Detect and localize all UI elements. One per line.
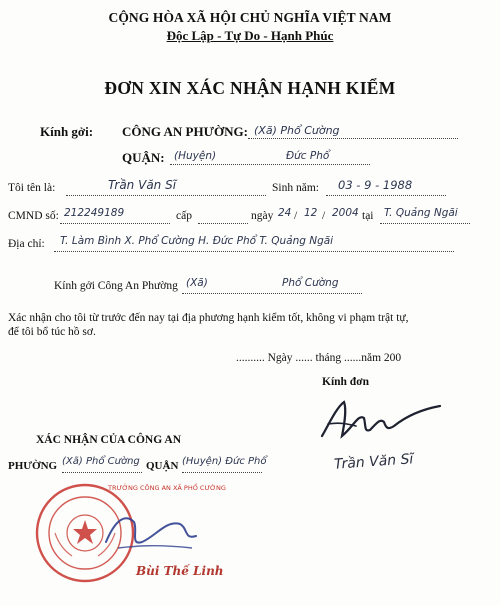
document-page: CỘNG HÒA XÃ HỘI CHỦ NGHĨA VIỆT NAM Độc Lập - Tự Do - Hạnh Phúc ĐƠN XIN XÁC NHẬN HẠNH KIỂM Kính gởi: CÔNG AN PHƯỜNG: (Xã) Phổ Cường QUẬN: (Huyện) Đức Phổ Tôi tên là: Trần Văn Sĩ Sinh năm: 03 - 9 - 1988 CMND số: 212249189 cấp ngày 24 / 12 / 2004 tại T. Quảng Ngãi Địa chỉ: T. Làm Bình X. Phổ Cường H. Đức Phổ T. Quảng Ngãi Kính gởi Công An Phường (Xã) Phổ Cường Xác nhận cho tôi từ trước đến nay tại địa phương hạnh kiểm tốt, không vi phạm trật tự, để tôi bổ túc hồ sơ. .......... Ngày ...... tháng ......năm 200 Kính đơn Trần Văn Sĩ XÁC NHẬN CỦA CÔNG AN PHƯỜNG (Xã) Phổ Cường QUẬN (Huyện) Đức Phổ TRƯỞNG CÔNG AN XÃ PHỔ CƯỜNG Bùi Thế Linh — [0, 0, 500, 606]
police-ward-value-2: (Xã) Phổ Cường — [62, 456, 140, 467]
date-prefix: .......... — [236, 352, 265, 364]
issued-dotline — [198, 223, 248, 224]
address-value: T. Làm Bình X. Phổ Cường H. Đức Phổ T. Quảng Ngãi — [60, 235, 334, 247]
id-value: 212249189 — [64, 207, 125, 219]
body-line-2: để tôi bổ túc hồ sơ. — [8, 326, 96, 338]
name-dotline — [66, 195, 266, 196]
document-title: ĐƠN XIN XÁC NHẬN HẠNH KIỂM — [104, 78, 396, 98]
name-label: Tôi tên là: — [8, 182, 56, 194]
dob-dotline — [326, 195, 446, 196]
police-district-dotline-2 — [182, 472, 262, 473]
addressee-label: Kính gởi: — [40, 124, 94, 139]
applicant-label: Kính đơn — [322, 376, 369, 388]
police-signature-icon — [96, 508, 216, 558]
body-line-1: Xác nhận cho tôi từ trước đến nay tại địa phương hạnh kiểm tốt, không vi phạm trật tự, — [8, 312, 409, 324]
issued-year: 2004 — [332, 207, 359, 219]
dob-value: 03 - 9 - 1988 — [338, 178, 413, 192]
police-ward-label-2: PHƯỜNG — [8, 460, 58, 472]
district-type: (Huyện) — [174, 150, 217, 162]
issued-date-label: ngày — [251, 210, 274, 222]
second-addressee-label: Kính gởi Công An Phường — [54, 280, 178, 292]
issued-label: cấp — [176, 210, 192, 222]
date-line: .......... Ngày ...... tháng ......năm 200 — [236, 352, 402, 364]
applicant-printed-name: Trần Văn Sĩ — [333, 451, 414, 473]
second-addressee-type: (Xã) — [186, 277, 208, 289]
date-day-label: Ngày — [267, 352, 293, 364]
issued-at-dotline — [380, 223, 470, 224]
police-confirm-title: XÁC NHẬN CỦA CÔNG AN — [36, 434, 182, 446]
second-addressee-dotline — [182, 293, 362, 294]
date-month-label: tháng — [315, 352, 342, 364]
district-value: Đức Phổ — [286, 150, 330, 162]
police-ward-label: CÔNG AN PHƯỜNG: — [122, 124, 248, 139]
issued-at-label: tại — [362, 210, 374, 222]
second-addressee-value: Phổ Cường — [282, 277, 339, 289]
police-signer-name: Bùi Thế Linh — [136, 564, 224, 578]
national-motto — [0, 28, 500, 44]
national-header: CỘNG HÒA XÃ HỘI CHỦ NGHĨA VIỆT NAM — [108, 10, 392, 25]
id-dotline — [60, 223, 170, 224]
police-ward-value: (Xã) Phổ Cường — [254, 124, 340, 137]
issued-at-value: T. Quảng Ngãi — [384, 207, 458, 219]
dob-label: Sinh năm: — [272, 182, 319, 194]
applicant-signature-icon — [314, 396, 454, 446]
stamp-text: TRƯỞNG CÔNG AN XÃ PHỔ CƯỜNG — [108, 484, 226, 492]
name-value: Trần Văn Sĩ — [108, 178, 177, 192]
police-district-value-2: (Huyện) Đức Phổ — [182, 456, 267, 467]
police-ward-dotline-2 — [62, 472, 142, 473]
issued-day: 24 — [278, 207, 292, 219]
address-label: Địa chỉ: — [8, 238, 45, 250]
address-dotline — [54, 251, 454, 252]
date-year-label: năm 200 — [361, 352, 402, 364]
issued-month: 12 — [304, 207, 318, 219]
police-district-label-2: QUẬN — [146, 460, 179, 472]
district-dotline — [170, 164, 370, 165]
police-ward-dotline — [248, 138, 458, 139]
stamp-title-box — [104, 476, 274, 500]
national-motto-text: Độc Lập - Tự Do - Hạnh Phúc — [166, 28, 334, 43]
district-label: QUẬN: — [122, 150, 165, 165]
id-label: CMND số: — [8, 210, 59, 222]
